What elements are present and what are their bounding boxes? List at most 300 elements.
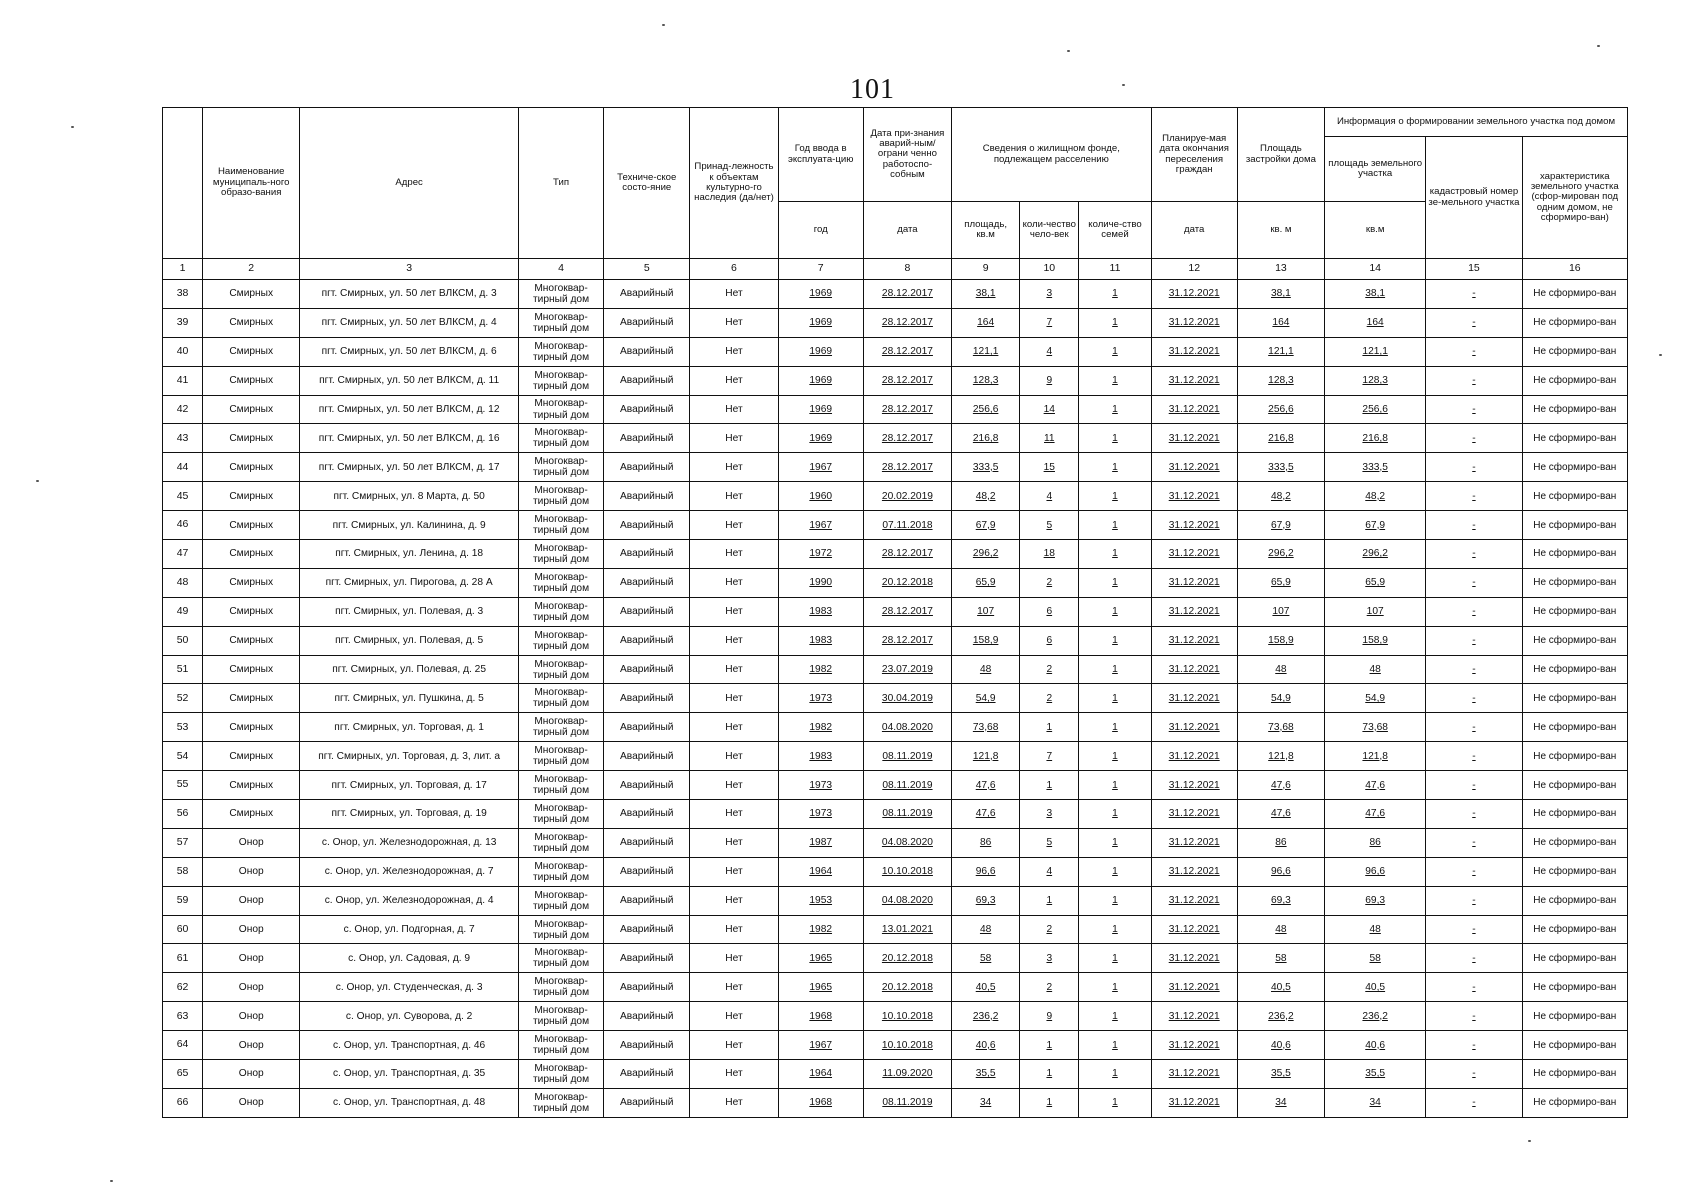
emergency-date-cell: 20.02.2019 (863, 482, 951, 511)
families-cell: 1 (1079, 424, 1151, 453)
cadastral-cell: - (1426, 597, 1522, 626)
address-cell: пгт. Смирных, ул. 50 лет ВЛКСМ, д. 12 (300, 395, 519, 424)
people-cell: 7 (1020, 742, 1079, 771)
planned-date-cell: 31.12.2021 (1151, 424, 1237, 453)
address-cell: с. Онор, ул. Подгорная, д. 7 (300, 915, 519, 944)
type-cell: Многоквар-тирный дом (518, 597, 603, 626)
type-cell: Многоквар-тирный дом (518, 800, 603, 829)
area-cell: 48,2 (952, 482, 1020, 511)
register-sheet (162, 107, 1628, 1118)
table-row (163, 424, 1628, 453)
address-cell: пгт. Смирных, ул. 8 Марта, д. 50 (300, 482, 519, 511)
land-char-cell: Не сформиро-ван (1522, 626, 1627, 655)
cultural-cell: Нет (690, 713, 778, 742)
cultural-cell: Нет (690, 1060, 778, 1089)
table-row (163, 886, 1628, 915)
year-cell: 1983 (778, 597, 863, 626)
municipality-cell: Смирных (203, 453, 300, 482)
header-land-info: Информация о формировании земельного участка под домом (1325, 108, 1628, 137)
row-index: 41 (163, 366, 203, 395)
type-cell: Многоквар-тирный дом (518, 453, 603, 482)
header-cadastral: кадастровый номер зе-мельного участка (1426, 137, 1522, 259)
address-cell: пгт. Смирных, ул. Торговая, д. 1 (300, 713, 519, 742)
families-cell: 1 (1079, 395, 1151, 424)
emergency-date-cell: 10.10.2018 (863, 1031, 951, 1060)
emergency-date-cell: 30.04.2019 (863, 684, 951, 713)
row-index: 53 (163, 713, 203, 742)
area-cell: 47,6 (952, 771, 1020, 800)
column-number: 7 (778, 259, 863, 280)
area-cell: 48 (952, 915, 1020, 944)
row-index: 62 (163, 973, 203, 1002)
people-cell: 9 (1020, 1002, 1079, 1031)
row-index: 66 (163, 1088, 203, 1117)
people-cell: 2 (1020, 915, 1079, 944)
municipality-cell: Смирных (203, 597, 300, 626)
year-cell: 1965 (778, 944, 863, 973)
cadastral-cell: - (1426, 800, 1522, 829)
families-cell: 1 (1079, 308, 1151, 337)
land-char-cell: Не сформиро-ван (1522, 337, 1627, 366)
area-cell: 54,9 (952, 684, 1020, 713)
scan-speck (1597, 45, 1600, 47)
type-cell: Многоквар-тирный дом (518, 626, 603, 655)
row-index: 61 (163, 944, 203, 973)
cadastral-cell: - (1426, 453, 1522, 482)
cultural-cell: Нет (690, 280, 778, 309)
people-cell: 1 (1020, 713, 1079, 742)
table-row (163, 713, 1628, 742)
emergency-date-cell: 20.12.2018 (863, 973, 951, 1002)
tech-state-cell: Аварийный (604, 337, 690, 366)
land-area-cell: 40,5 (1325, 973, 1426, 1002)
year-cell: 1969 (778, 395, 863, 424)
type-cell: Многоквар-тирный дом (518, 857, 603, 886)
header-built-area: Площадь застройки дома (1237, 108, 1324, 202)
row-index: 57 (163, 828, 203, 857)
housing-register-table (162, 107, 1628, 1118)
built-area-cell: 128,3 (1237, 366, 1324, 395)
row-index: 46 (163, 511, 203, 540)
cultural-cell: Нет (690, 597, 778, 626)
municipality-cell: Смирных (203, 771, 300, 800)
families-cell: 1 (1079, 482, 1151, 511)
municipality-cell: Онор (203, 1002, 300, 1031)
planned-date-cell: 31.12.2021 (1151, 828, 1237, 857)
planned-date-cell: 31.12.2021 (1151, 1088, 1237, 1117)
cadastral-cell: - (1426, 366, 1522, 395)
municipality-cell: Смирных (203, 800, 300, 829)
area-cell: 40,6 (952, 1031, 1020, 1060)
cadastral-cell: - (1426, 280, 1522, 309)
tech-state-cell: Аварийный (604, 973, 690, 1002)
emergency-date-cell: 08.11.2019 (863, 771, 951, 800)
emergency-date-cell: 11.09.2020 (863, 1060, 951, 1089)
built-area-cell: 40,6 (1237, 1031, 1324, 1060)
table-row (163, 280, 1628, 309)
page-number: 101 (850, 74, 895, 105)
cultural-cell: Нет (690, 568, 778, 597)
type-cell: Многоквар-тирный дом (518, 886, 603, 915)
people-cell: 5 (1020, 828, 1079, 857)
emergency-date-cell: 08.11.2019 (863, 1088, 951, 1117)
column-number: 13 (1237, 259, 1324, 280)
tech-state-cell: Аварийный (604, 1088, 690, 1117)
area-cell: 158,9 (952, 626, 1020, 655)
families-cell: 1 (1079, 800, 1151, 829)
table-row (163, 742, 1628, 771)
area-cell: 35,5 (952, 1060, 1020, 1089)
families-cell: 1 (1079, 742, 1151, 771)
planned-date-cell: 31.12.2021 (1151, 337, 1237, 366)
municipality-cell: Смирных (203, 626, 300, 655)
table-row (163, 482, 1628, 511)
families-cell: 1 (1079, 626, 1151, 655)
year-cell: 1968 (778, 1002, 863, 1031)
land-area-cell: 47,6 (1325, 771, 1426, 800)
families-cell: 1 (1079, 857, 1151, 886)
column-number: 12 (1151, 259, 1237, 280)
column-number: 1 (163, 259, 203, 280)
cadastral-cell: - (1426, 771, 1522, 800)
area-cell: 96,6 (952, 857, 1020, 886)
built-area-cell: 73,68 (1237, 713, 1324, 742)
planned-date-cell: 31.12.2021 (1151, 973, 1237, 1002)
emergency-date-cell: 08.11.2019 (863, 742, 951, 771)
families-cell: 1 (1079, 280, 1151, 309)
row-index: 49 (163, 597, 203, 626)
people-cell: 2 (1020, 568, 1079, 597)
cadastral-cell: - (1426, 886, 1522, 915)
area-cell: 73,68 (952, 713, 1020, 742)
emergency-date-cell: 10.10.2018 (863, 857, 951, 886)
land-char-cell: Не сформиро-ван (1522, 395, 1627, 424)
cadastral-cell: - (1426, 1060, 1522, 1089)
tech-state-cell: Аварийный (604, 1031, 690, 1060)
area-cell: 48 (952, 655, 1020, 684)
land-char-cell: Не сформиро-ван (1522, 973, 1627, 1002)
header-planned-sub: дата (1151, 202, 1237, 259)
municipality-cell: Смирных (203, 568, 300, 597)
land-char-cell: Не сформиро-ван (1522, 886, 1627, 915)
municipality-cell: Смирных (203, 742, 300, 771)
tech-state-cell: Аварийный (604, 828, 690, 857)
year-cell: 1983 (778, 626, 863, 655)
people-cell: 5 (1020, 511, 1079, 540)
column-number: 3 (300, 259, 519, 280)
land-area-cell: 73,68 (1325, 713, 1426, 742)
column-number: 4 (518, 259, 603, 280)
land-char-cell: Не сформиро-ван (1522, 771, 1627, 800)
area-cell: 256,6 (952, 395, 1020, 424)
emergency-date-cell: 28.12.2017 (863, 366, 951, 395)
cultural-cell: Нет (690, 366, 778, 395)
municipality-cell: Смирных (203, 511, 300, 540)
tech-state-cell: Аварийный (604, 886, 690, 915)
land-char-cell: Не сформиро-ван (1522, 568, 1627, 597)
address-cell: пгт. Смирных, ул. Пирогова, д. 28 А (300, 568, 519, 597)
emergency-date-cell: 28.12.2017 (863, 424, 951, 453)
people-cell: 1 (1020, 1088, 1079, 1117)
cadastral-cell: - (1426, 944, 1522, 973)
address-cell: с. Онор, ул. Суворова, д. 2 (300, 1002, 519, 1031)
type-cell: Многоквар-тирный дом (518, 973, 603, 1002)
address-cell: с. Онор, ул. Железнодорожная, д. 4 (300, 886, 519, 915)
cultural-cell: Нет (690, 626, 778, 655)
year-cell: 1987 (778, 828, 863, 857)
planned-date-cell: 31.12.2021 (1151, 713, 1237, 742)
land-area-cell: 256,6 (1325, 395, 1426, 424)
cadastral-cell: - (1426, 742, 1522, 771)
year-cell: 1973 (778, 684, 863, 713)
address-cell: пгт. Смирных, ул. Торговая, д. 19 (300, 800, 519, 829)
planned-date-cell: 31.12.2021 (1151, 771, 1237, 800)
tech-state-cell: Аварийный (604, 915, 690, 944)
tech-state-cell: Аварийный (604, 453, 690, 482)
planned-date-cell: 31.12.2021 (1151, 800, 1237, 829)
built-area-cell: 67,9 (1237, 511, 1324, 540)
cadastral-cell: - (1426, 424, 1522, 453)
row-index: 48 (163, 568, 203, 597)
address-cell: с. Онор, ул. Студенческая, д. 3 (300, 973, 519, 1002)
type-cell: Многоквар-тирный дом (518, 568, 603, 597)
emergency-date-cell: 04.08.2020 (863, 713, 951, 742)
emergency-date-cell: 28.12.2017 (863, 337, 951, 366)
people-cell: 9 (1020, 366, 1079, 395)
column-number: 9 (952, 259, 1020, 280)
type-cell: Многоквар-тирный дом (518, 742, 603, 771)
cadastral-cell: - (1426, 337, 1522, 366)
address-cell: пгт. Смирных, ул. 50 лет ВЛКСМ, д. 3 (300, 280, 519, 309)
column-number: 16 (1522, 259, 1627, 280)
families-cell: 1 (1079, 1031, 1151, 1060)
table-row (163, 800, 1628, 829)
address-cell: пгт. Смирных, ул. Торговая, д. 3, лит. а (300, 742, 519, 771)
scan-speck (71, 126, 74, 128)
cadastral-cell: - (1426, 1031, 1522, 1060)
families-cell: 1 (1079, 366, 1151, 395)
tech-state-cell: Аварийный (604, 366, 690, 395)
header-year-sub: год (778, 202, 863, 259)
land-area-cell: 38,1 (1325, 280, 1426, 309)
built-area-cell: 121,8 (1237, 742, 1324, 771)
tech-state-cell: Аварийный (604, 1060, 690, 1089)
people-cell: 6 (1020, 597, 1079, 626)
type-cell: Многоквар-тирный дом (518, 828, 603, 857)
address-cell: с. Онор, ул. Садовая, д. 9 (300, 944, 519, 973)
row-index: 55 (163, 771, 203, 800)
families-cell: 1 (1079, 944, 1151, 973)
cultural-cell: Нет (690, 742, 778, 771)
land-area-cell: 107 (1325, 597, 1426, 626)
tech-state-cell: Аварийный (604, 857, 690, 886)
header-land-char: характеристика земельного участка (сфор-мирован под одним домом, не сформиро-ван) (1522, 137, 1627, 259)
municipality-cell: Смирных (203, 280, 300, 309)
table-row (163, 395, 1628, 424)
built-area-cell: 121,1 (1237, 337, 1324, 366)
land-char-cell: Не сформиро-ван (1522, 366, 1627, 395)
land-area-cell: 48 (1325, 655, 1426, 684)
column-number: 10 (1020, 259, 1079, 280)
area-cell: 164 (952, 308, 1020, 337)
people-cell: 15 (1020, 453, 1079, 482)
tech-state-cell: Аварийный (604, 800, 690, 829)
row-index: 52 (163, 684, 203, 713)
row-index: 50 (163, 626, 203, 655)
municipality-cell: Онор (203, 915, 300, 944)
address-cell: с. Онор, ул. Железнодорожная, д. 13 (300, 828, 519, 857)
built-area-cell: 296,2 (1237, 540, 1324, 569)
built-area-cell: 69,3 (1237, 886, 1324, 915)
emergency-date-cell: 28.12.2017 (863, 308, 951, 337)
families-cell: 1 (1079, 568, 1151, 597)
cultural-cell: Нет (690, 771, 778, 800)
municipality-cell: Онор (203, 1088, 300, 1117)
land-area-cell: 96,6 (1325, 857, 1426, 886)
row-index: 42 (163, 395, 203, 424)
built-area-cell: 54,9 (1237, 684, 1324, 713)
type-cell: Многоквар-тирный дом (518, 684, 603, 713)
people-cell: 4 (1020, 857, 1079, 886)
cultural-cell: Нет (690, 482, 778, 511)
land-area-cell: 54,9 (1325, 684, 1426, 713)
land-char-cell: Не сформиро-ван (1522, 540, 1627, 569)
emergency-date-cell: 28.12.2017 (863, 395, 951, 424)
people-cell: 3 (1020, 944, 1079, 973)
built-area-cell: 164 (1237, 308, 1324, 337)
table-row (163, 684, 1628, 713)
built-area-cell: 216,8 (1237, 424, 1324, 453)
table-row (163, 857, 1628, 886)
header-area-sub: площадь, кв.м (952, 202, 1020, 259)
municipality-cell: Смирных (203, 540, 300, 569)
land-area-cell: 48 (1325, 915, 1426, 944)
emergency-date-cell: 28.12.2017 (863, 453, 951, 482)
planned-date-cell: 31.12.2021 (1151, 482, 1237, 511)
header-built-sub: кв. м (1237, 202, 1324, 259)
header-year-in-use: Год ввода в эксплуата-цию (778, 108, 863, 202)
scan-speck (1067, 50, 1070, 52)
municipality-cell: Смирных (203, 366, 300, 395)
emergency-date-cell: 20.12.2018 (863, 568, 951, 597)
municipality-cell: Онор (203, 1060, 300, 1089)
families-cell: 1 (1079, 684, 1151, 713)
municipality-cell: Онор (203, 944, 300, 973)
address-cell: с. Онор, ул. Транспортная, д. 48 (300, 1088, 519, 1117)
land-char-cell: Не сформиро-ван (1522, 308, 1627, 337)
type-cell: Многоквар-тирный дом (518, 1060, 603, 1089)
land-char-cell: Не сформиро-ван (1522, 800, 1627, 829)
cadastral-cell: - (1426, 713, 1522, 742)
cadastral-cell: - (1426, 915, 1522, 944)
header-planned-date: Планируе-мая дата окончания переселения граждан (1151, 108, 1237, 202)
header-emergency-sub: дата (863, 202, 951, 259)
municipality-cell: Онор (203, 857, 300, 886)
column-number: 2 (203, 259, 300, 280)
land-area-cell: 236,2 (1325, 1002, 1426, 1031)
row-index: 54 (163, 742, 203, 771)
cultural-cell: Нет (690, 886, 778, 915)
land-char-cell: Не сформиро-ван (1522, 482, 1627, 511)
cadastral-cell: - (1426, 395, 1522, 424)
built-area-cell: 40,5 (1237, 973, 1324, 1002)
year-cell: 1969 (778, 308, 863, 337)
municipality-cell: Онор (203, 828, 300, 857)
tech-state-cell: Аварийный (604, 713, 690, 742)
header-index (163, 108, 203, 259)
cultural-cell: Нет (690, 973, 778, 1002)
year-cell: 1965 (778, 973, 863, 1002)
built-area-cell: 107 (1237, 597, 1324, 626)
address-cell: пгт. Смирных, ул. Полевая, д. 5 (300, 626, 519, 655)
people-cell: 3 (1020, 280, 1079, 309)
tech-state-cell: Аварийный (604, 597, 690, 626)
type-cell: Многоквар-тирный дом (518, 424, 603, 453)
emergency-date-cell: 20.12.2018 (863, 944, 951, 973)
built-area-cell: 38,1 (1237, 280, 1324, 309)
header-cultural: Принад-лежность к объектам культурно-го наследия (да/нет) (690, 108, 778, 259)
type-cell: Многоквар-тирный дом (518, 337, 603, 366)
cultural-cell: Нет (690, 511, 778, 540)
column-number: 11 (1079, 259, 1151, 280)
type-cell: Многоквар-тирный дом (518, 944, 603, 973)
municipality-cell: Смирных (203, 337, 300, 366)
built-area-cell: 65,9 (1237, 568, 1324, 597)
header-land-area-sub: кв.м (1325, 202, 1426, 259)
table-row (163, 366, 1628, 395)
year-cell: 1983 (778, 742, 863, 771)
table-row (163, 337, 1628, 366)
planned-date-cell: 31.12.2021 (1151, 1060, 1237, 1089)
emergency-date-cell: 07.11.2018 (863, 511, 951, 540)
emergency-date-cell: 28.12.2017 (863, 597, 951, 626)
type-cell: Многоквар-тирный дом (518, 540, 603, 569)
column-number: 6 (690, 259, 778, 280)
scan-speck (662, 24, 665, 26)
families-cell: 1 (1079, 828, 1151, 857)
table-row (163, 1060, 1628, 1089)
cadastral-cell: - (1426, 626, 1522, 655)
column-number: 15 (1426, 259, 1522, 280)
cadastral-cell: - (1426, 540, 1522, 569)
people-cell: 2 (1020, 684, 1079, 713)
planned-date-cell: 31.12.2021 (1151, 280, 1237, 309)
people-cell: 6 (1020, 626, 1079, 655)
cadastral-cell: - (1426, 308, 1522, 337)
land-area-cell: 65,9 (1325, 568, 1426, 597)
cultural-cell: Нет (690, 453, 778, 482)
type-cell: Многоквар-тирный дом (518, 511, 603, 540)
built-area-cell: 158,9 (1237, 626, 1324, 655)
planned-date-cell: 31.12.2021 (1151, 886, 1237, 915)
people-cell: 1 (1020, 771, 1079, 800)
land-char-cell: Не сформиро-ван (1522, 713, 1627, 742)
type-cell: Многоквар-тирный дом (518, 482, 603, 511)
planned-date-cell: 31.12.2021 (1151, 626, 1237, 655)
table-row (163, 1002, 1628, 1031)
table-body (163, 280, 1628, 1118)
land-area-cell: 128,3 (1325, 366, 1426, 395)
table-row (163, 626, 1628, 655)
type-cell: Многоквар-тирный дом (518, 915, 603, 944)
year-cell: 1964 (778, 857, 863, 886)
municipality-cell: Онор (203, 1031, 300, 1060)
land-area-cell: 69,3 (1325, 886, 1426, 915)
land-area-cell: 164 (1325, 308, 1426, 337)
planned-date-cell: 31.12.2021 (1151, 1002, 1237, 1031)
land-char-cell: Не сформиро-ван (1522, 684, 1627, 713)
cadastral-cell: - (1426, 1002, 1522, 1031)
